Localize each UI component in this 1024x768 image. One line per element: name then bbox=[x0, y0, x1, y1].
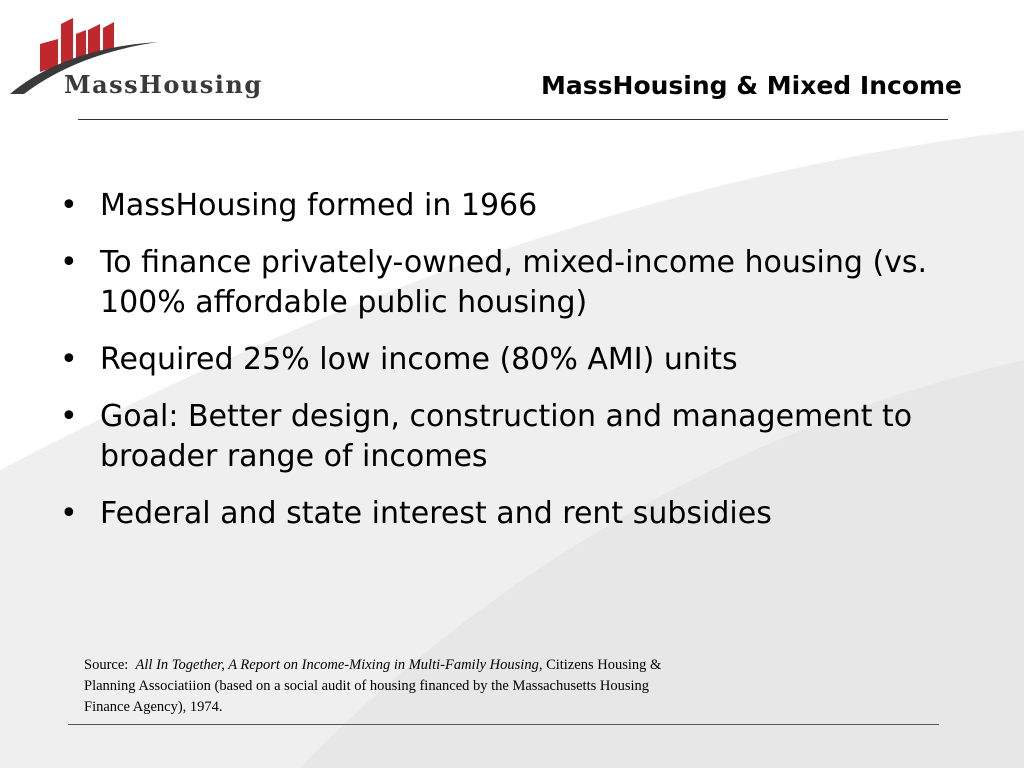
bullet-item bbox=[58, 397, 988, 477]
bullet-text: To finance privately-owned, mixed-income housing (vs. 100% affordable public housing) bbox=[100, 245, 928, 320]
bullet-item bbox=[58, 340, 988, 380]
bullet-text: Federal and state interest and rent subsidies bbox=[100, 496, 772, 531]
bullet-item bbox=[58, 494, 988, 534]
header-divider bbox=[78, 119, 948, 120]
bullet-text: Goal: Better design, construction and management to broader range of incomes bbox=[100, 399, 913, 474]
source-citation bbox=[84, 655, 664, 718]
bullet-dot: • bbox=[60, 245, 78, 280]
source-comma: , bbox=[538, 657, 543, 673]
source-title: All In Together, A Report on Income-Mixing in Multi-Family Housing bbox=[135, 657, 539, 673]
footer-divider bbox=[68, 724, 939, 725]
bullet-text: MassHousing formed in 1966 bbox=[100, 188, 538, 223]
bullet-dot: • bbox=[60, 496, 78, 531]
bullet-item bbox=[58, 186, 988, 226]
bullet-list bbox=[58, 186, 988, 551]
page-title: MassHousing & Mixed Income bbox=[541, 71, 962, 100]
bullet-dot: • bbox=[60, 188, 78, 223]
source-label: Source: bbox=[84, 657, 129, 673]
masshousing-logo[interactable] bbox=[8, 14, 263, 100]
logo-wordmark: MassHousing bbox=[64, 70, 263, 99]
bullet-item bbox=[58, 243, 988, 323]
source-details: Citizens Housing & Planning Associatiion (based on a social audit of housing financed by the Massachusetts Housing Finance Agency), 1974. bbox=[84, 657, 662, 715]
bullet-text: Required 25% low income (80% AMI) units bbox=[100, 342, 738, 377]
bullet-dot: • bbox=[60, 342, 78, 377]
bullet-dot: • bbox=[60, 399, 78, 434]
